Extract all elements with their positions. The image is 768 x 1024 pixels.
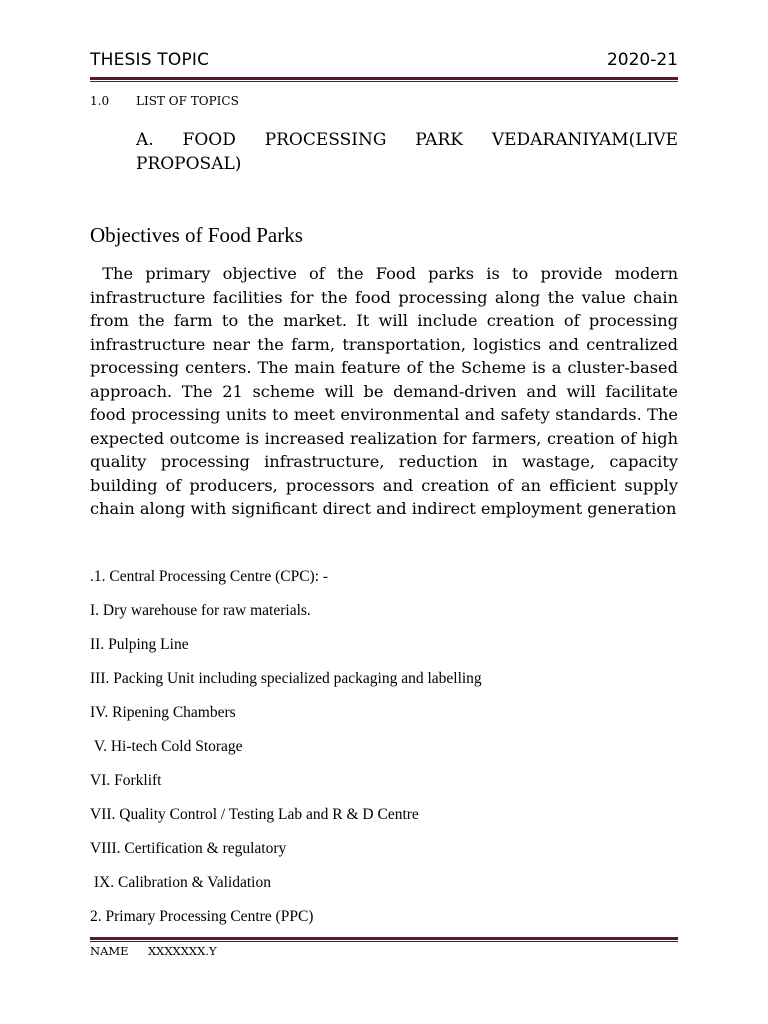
footer-name-value: XXXXXXX.Y <box>148 944 217 958</box>
header-divider-thin-line <box>90 81 678 82</box>
footer-divider-thin-line <box>90 941 678 942</box>
list-item: IX. Calibration & Validation <box>90 874 271 891</box>
list-item: 2. Primary Processing Centre (PPC) <box>90 908 314 925</box>
footer-divider <box>90 937 678 943</box>
list-item: I. Dry warehouse for raw materials. <box>90 602 311 619</box>
list-item: VII. Quality Control / Testing Lab and R & D Centre <box>90 806 419 823</box>
header-year: 2020-21 <box>606 50 678 70</box>
list-item: VIII. Certification & regulatory <box>90 840 287 857</box>
page-header <box>90 50 678 74</box>
header-divider <box>90 77 678 83</box>
header-title: THESIS TOPIC <box>90 50 210 70</box>
topic-a-title: A. FOOD PROCESSING PARK VEDARANIYAM(LIVE PROPOSAL) <box>136 130 678 174</box>
list-item: II. Pulping Line <box>90 636 189 653</box>
footer-divider-thick-line <box>90 937 678 940</box>
section-title: LIST OF TOPICS <box>136 94 239 108</box>
header-divider-thick-line <box>90 77 678 80</box>
list-item: V. Hi-tech Cold Storage <box>90 738 243 755</box>
list-item: .1. Central Processing Centre (CPC): - <box>90 568 329 585</box>
objectives-paragraph: The primary objective of the Food parks is to provide modern infrastructure facilities for the food processing along the value chain from the farm to the market. It will include creation of processing infrastructure near the farm, transportation, logistics and centralized processing centers. The main feature of the Scheme is a cluster-based approach. The 21 scheme will be demand-driven and will facilitate food processing units to meet environmental and safety standards. The expected outcome is increased realization for farmers, creation of high quality processing infrastructure, reduction in wastage, capacity building of producers, processors and creation of an efficient supply chain along with significant direct and indirect employment generation <box>90 264 678 518</box>
list-item: IV. Ripening Chambers <box>90 704 236 721</box>
list-item: III. Packing Unit including specialized packaging and labelling <box>90 670 482 687</box>
objectives-heading: Objectives of Food Parks <box>90 223 303 247</box>
list-item: VI. Forklift <box>90 772 162 789</box>
facilities-list <box>90 566 678 940</box>
section-number: 1.0 <box>90 94 110 108</box>
footer-name-label: NAME <box>90 944 129 958</box>
